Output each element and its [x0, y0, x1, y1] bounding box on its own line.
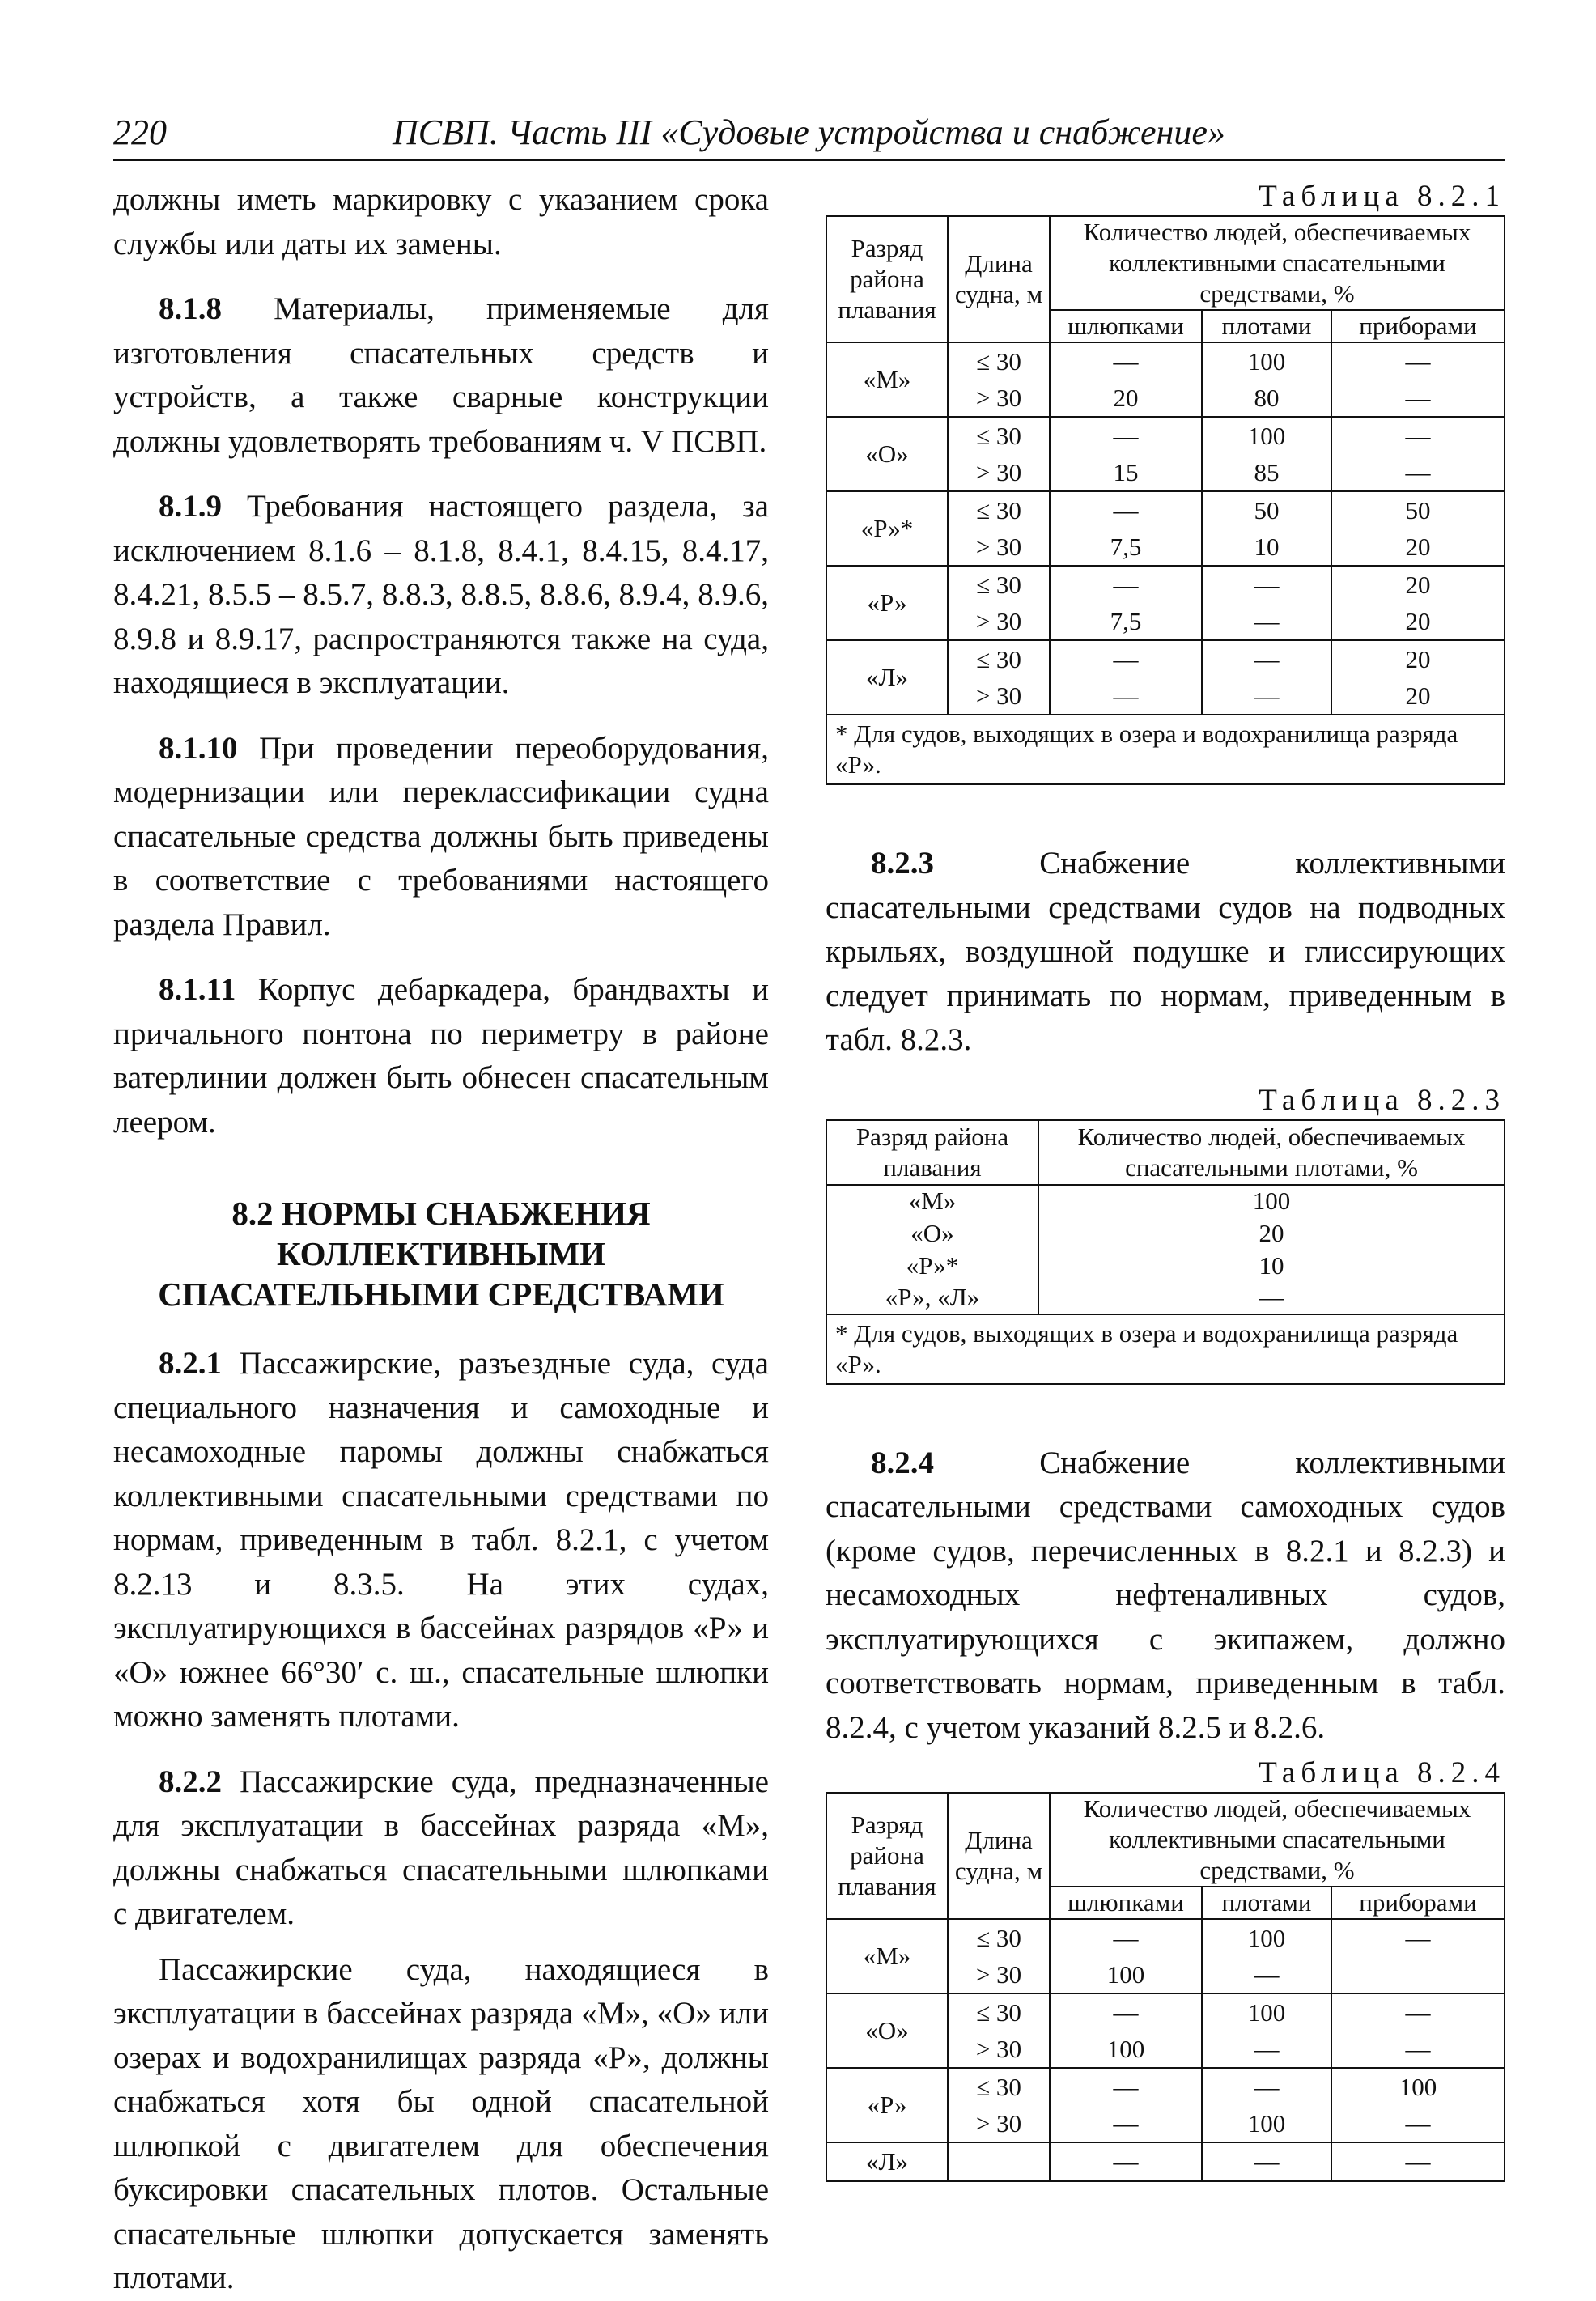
cell-boats: —	[1050, 1919, 1202, 1956]
cell-rafts: 100	[1202, 417, 1331, 454]
table-8-2-1	[826, 215, 1505, 785]
cell-devices: —	[1331, 454, 1505, 491]
cell-boats: 7,5	[1050, 529, 1202, 566]
cell-area: «Л»	[826, 640, 948, 715]
table-footnote: * Для судов, выходящих в озера и водохранилища разряда «Р».	[826, 1314, 1505, 1384]
clause-text: Пассажирские суда, предназначенные для эксплуатации в бассейнах разряда «М», должны снабжаться спасательными шлюпками с двигателем.	[113, 1764, 769, 1931]
clause-text: Корпус дебаркадера, брандвахты и причального понтона по периметру в районе ватерлинии должен быть обнесен спасательным леером.	[113, 972, 769, 1140]
table-row	[826, 1250, 1505, 1282]
header-cell-boats: шлюпками	[1050, 310, 1202, 342]
paragraph-8-2-3	[826, 842, 1505, 1063]
table-row	[826, 1282, 1505, 1314]
cell-value: 100	[1038, 1185, 1505, 1217]
cell-devices: —	[1331, 2031, 1505, 2068]
clause-number: 8.1.10	[159, 730, 238, 766]
cell-devices: —	[1331, 417, 1505, 454]
table-row	[826, 2068, 1505, 2105]
cell-rafts: 10	[1202, 529, 1331, 566]
header-cell-length: Длина судна, м	[948, 1793, 1050, 1919]
cell-rafts: —	[1202, 640, 1331, 677]
cell-devices: —	[1331, 380, 1505, 417]
heading-line: КОЛЛЕКТИВНЫМИ	[276, 1235, 606, 1272]
cell-boats: —	[1050, 2142, 1202, 2181]
cell-devices: 20	[1331, 640, 1505, 677]
cell-rafts: —	[1202, 603, 1331, 640]
running-title: ПСВП. Часть III «Судовые устройства и снабжение»	[393, 113, 1225, 152]
clause-text: При проведении переоборудования, модернизации или переклассификации судна спасательные средства должны быть приведены в соответствие с требованиями настоящего раздела Правил.	[113, 730, 769, 942]
table-caption-8-2-4: Таблица 8.2.4	[1259, 1756, 1505, 1789]
section-heading	[113, 1193, 769, 1314]
cell-length: > 30	[948, 603, 1050, 640]
cell-length: ≤ 30	[948, 2068, 1050, 2105]
table-footnote: * Для судов, выходящих в озера и водохранилища разряда «Р».	[826, 715, 1505, 784]
cell-length: ≤ 30	[948, 417, 1050, 454]
cell-boats: 15	[1050, 454, 1202, 491]
table-8-2-3	[826, 1119, 1505, 1385]
table-row	[826, 1993, 1505, 2031]
cell-rafts: 100	[1202, 2105, 1331, 2142]
header-cell-rafts: плотами	[1202, 310, 1331, 342]
cell-rafts: 100	[1202, 1919, 1331, 1956]
header-cell-area: Разряд района плавания	[826, 216, 948, 342]
header-cell-devices: приборами	[1331, 310, 1505, 342]
table-row	[826, 566, 1505, 603]
cell-length: > 30	[948, 1956, 1050, 1993]
paragraph-8-1-11	[113, 968, 769, 1144]
cell-devices: —	[1331, 1919, 1505, 1956]
cell-area: «О»	[826, 417, 948, 491]
cell-area: «Р»*	[826, 491, 948, 566]
cell-devices: 20	[1331, 603, 1505, 640]
cell-rafts: 50	[1202, 491, 1331, 529]
cell-boats: 20	[1050, 380, 1202, 417]
cell-devices: —	[1331, 342, 1505, 380]
cell-boats: —	[1050, 677, 1202, 715]
cell-area: «Р»	[826, 566, 948, 640]
cell-length: > 30	[948, 454, 1050, 491]
paragraph-8-2-2-continued: Пассажирские суда, находящиеся в эксплуатации в бассейнах разряда «М», «О» или озерах и водохранилищах разряда «Р», должны снабжаться хотя бы одной спасательной шлюпкой с двигателем для обеспечения буксировки спасательных плотов. Остальные спасательные шлюпки допускается заменять плотами.	[113, 1951, 769, 2295]
header-cell-rafts: плотами	[1202, 1887, 1331, 1919]
clause-text: Требования настоящего раздела, за исключением 8.1.6 – 8.1.8, 8.4.1, 8.4.15, 8.4.17, 8.4.21, 8.5.5 – 8.5.7, 8.8.3, 8.8.5, 8.8.6, 8.9.4, 8.9.6, 8.9.8 и 8.9.17, распространяются также на суда, находящиеся в эксплуатации.	[113, 489, 769, 700]
table-8-2-4	[826, 1792, 1505, 2182]
cell-area: «Р»	[826, 2068, 948, 2142]
header-cell-people: Количество людей, обеспечиваемых коллективными спасательными средствами, %	[1050, 216, 1505, 310]
cell-area: «М»	[826, 1185, 1038, 1217]
header-cell-area: Разряд района плавания	[826, 1120, 1038, 1185]
cell-length: ≤ 30	[948, 1919, 1050, 1956]
cell-area: «М»	[826, 342, 948, 417]
header-cell-boats: шлюпками	[1050, 1887, 1202, 1919]
cell-devices: —	[1331, 1993, 1505, 2031]
cell-length: ≤ 30	[948, 640, 1050, 677]
header-cell-length: Длина судна, м	[948, 216, 1050, 342]
cell-devices: —	[1331, 2105, 1505, 2142]
table-row	[826, 417, 1505, 454]
paragraph-8-1-8	[113, 287, 769, 464]
cell-length	[948, 2142, 1050, 2181]
page-number: 220	[113, 113, 167, 152]
cell-devices: 20	[1331, 529, 1505, 566]
heading-line: СПАСАТЕЛЬНЫМИ СРЕДСТВАМИ	[158, 1276, 724, 1313]
cell-length: > 30	[948, 677, 1050, 715]
table-row	[826, 491, 1505, 529]
left-column	[113, 178, 769, 2301]
cell-boats: —	[1050, 640, 1202, 677]
cell-value: 20	[1038, 1217, 1505, 1250]
cell-boats: 7,5	[1050, 603, 1202, 640]
table-row	[826, 1185, 1505, 1217]
cell-length: ≤ 30	[948, 566, 1050, 603]
heading-line: 8.2 НОРМЫ СНАБЖЕНИЯ	[231, 1195, 651, 1232]
cell-devices: 20	[1331, 566, 1505, 603]
cell-devices: 20	[1331, 677, 1505, 715]
paragraph-8-1-9	[113, 485, 769, 706]
cell-boats: —	[1050, 491, 1202, 529]
cell-devices: —	[1331, 2142, 1505, 2181]
header-cell-people: Количество людей, обеспечиваемых коллективными спасательными средствами, %	[1050, 1793, 1505, 1887]
clause-number: 8.2.2	[159, 1764, 222, 1799]
cell-boats: —	[1050, 342, 1202, 380]
header-cell-people: Количество людей, обеспечиваемых спасательными плотами, %	[1038, 1120, 1505, 1185]
cell-rafts: —	[1202, 2068, 1331, 2105]
clause-number: 8.1.8	[159, 291, 222, 326]
cell-length: ≤ 30	[948, 491, 1050, 529]
cell-area: «М»	[826, 1919, 948, 1993]
cell-rafts: —	[1202, 1956, 1331, 1993]
cell-length: ≤ 30	[948, 342, 1050, 380]
header-cell-devices: приборами	[1331, 1887, 1505, 1919]
paragraph-8-2-4	[826, 1441, 1505, 1751]
right-column	[826, 178, 1505, 2182]
header-rule	[113, 159, 1505, 161]
paragraph-8-1-10	[113, 727, 769, 948]
clause-text: Снабжение коллективными спасательными средствами судов на подводных крыльях, воздушной подушке и глиссирующих следует принимать по нормам, приведенным в табл. 8.2.3.	[826, 846, 1505, 1057]
cell-boats: —	[1050, 417, 1202, 454]
cell-rafts: —	[1202, 2142, 1331, 2181]
table-row	[826, 342, 1505, 380]
table-row	[826, 1217, 1505, 1250]
cell-boats: 100	[1050, 2031, 1202, 2068]
cell-devices: 100	[1331, 2068, 1505, 2105]
paragraph-8-2-2	[113, 1760, 769, 1937]
clause-number: 8.2.3	[871, 846, 934, 881]
cell-boats: —	[1050, 566, 1202, 603]
cell-rafts: —	[1202, 566, 1331, 603]
cell-boats: 100	[1050, 1956, 1202, 1993]
paragraph-continuation: должны иметь маркировку с указанием срока службы или даты их замены.	[113, 182, 769, 261]
table-caption-8-2-3: Таблица 8.2.3	[1259, 1083, 1505, 1117]
clause-text: Снабжение коллективными спасательными средствами самоходных судов (кроме судов, перечисленных в 8.2.1 и 8.2.3) и несамоходных нефтеналивных судов, эксплуатирующихся с экипажем, должно соответствовать нормам, приведенным в табл. 8.2.4, с учетом указаний 8.2.5 и 8.2.6.	[826, 1445, 1505, 1745]
cell-length: > 30	[948, 529, 1050, 566]
clause-text: Пассажирские, разъездные суда, суда специального назначения и самоходные и несамоходные паромы должны снабжаться коллективными спасательными средствами по нормам, приведенным в табл. 8.2.1, с учетом 8.2.13 и 8.3.5. На этих судах, эксплуатирующихся в бассейнах разрядов «Р» и «О» южнее 66°30′ с. ш., спасательные шлюпки можно заменять плотами.	[113, 1346, 769, 1734]
cell-boats: —	[1050, 2068, 1202, 2105]
cell-area: «Р», «Л»	[826, 1282, 1038, 1314]
clause-number: 8.1.9	[159, 489, 222, 524]
table-row	[826, 640, 1505, 677]
table-row	[826, 1919, 1505, 1956]
cell-rafts: 100	[1202, 342, 1331, 380]
table-caption-8-2-1: Таблица 8.2.1	[1259, 180, 1505, 213]
cell-length: > 30	[948, 2105, 1050, 2142]
cell-area: «Л»	[826, 2142, 948, 2181]
cell-rafts: 85	[1202, 454, 1331, 491]
table-row	[826, 2142, 1505, 2181]
clause-text: Материалы, применяемые для изготовления спасательных средств и устройств, а также сварные конструкции должны удовлетворять требованиям ч. V ПСВП.	[113, 291, 769, 459]
cell-value: 10	[1038, 1250, 1505, 1282]
cell-rafts: 80	[1202, 380, 1331, 417]
header-cell-area: Разряд района плавания	[826, 1793, 948, 1919]
cell-length: > 30	[948, 2031, 1050, 2068]
cell-rafts: —	[1202, 677, 1331, 715]
cell-rafts: 100	[1202, 1993, 1331, 2031]
cell-length: ≤ 30	[948, 1993, 1050, 2031]
paragraph-8-2-1	[113, 1342, 769, 1739]
cell-area: «О»	[826, 1217, 1038, 1250]
cell-rafts: —	[1202, 2031, 1331, 2068]
cell-devices: 50	[1331, 491, 1505, 529]
clause-number: 8.1.11	[159, 972, 236, 1007]
cell-boats: —	[1050, 2105, 1202, 2142]
cell-boats: —	[1050, 1993, 1202, 2031]
cell-devices	[1331, 1956, 1505, 1993]
clause-number: 8.2.4	[871, 1445, 934, 1480]
clause-number: 8.2.1	[159, 1346, 222, 1381]
cell-length: > 30	[948, 380, 1050, 417]
cell-value: —	[1038, 1282, 1505, 1314]
cell-area: «О»	[826, 1993, 948, 2068]
cell-area: «Р»*	[826, 1250, 1038, 1282]
